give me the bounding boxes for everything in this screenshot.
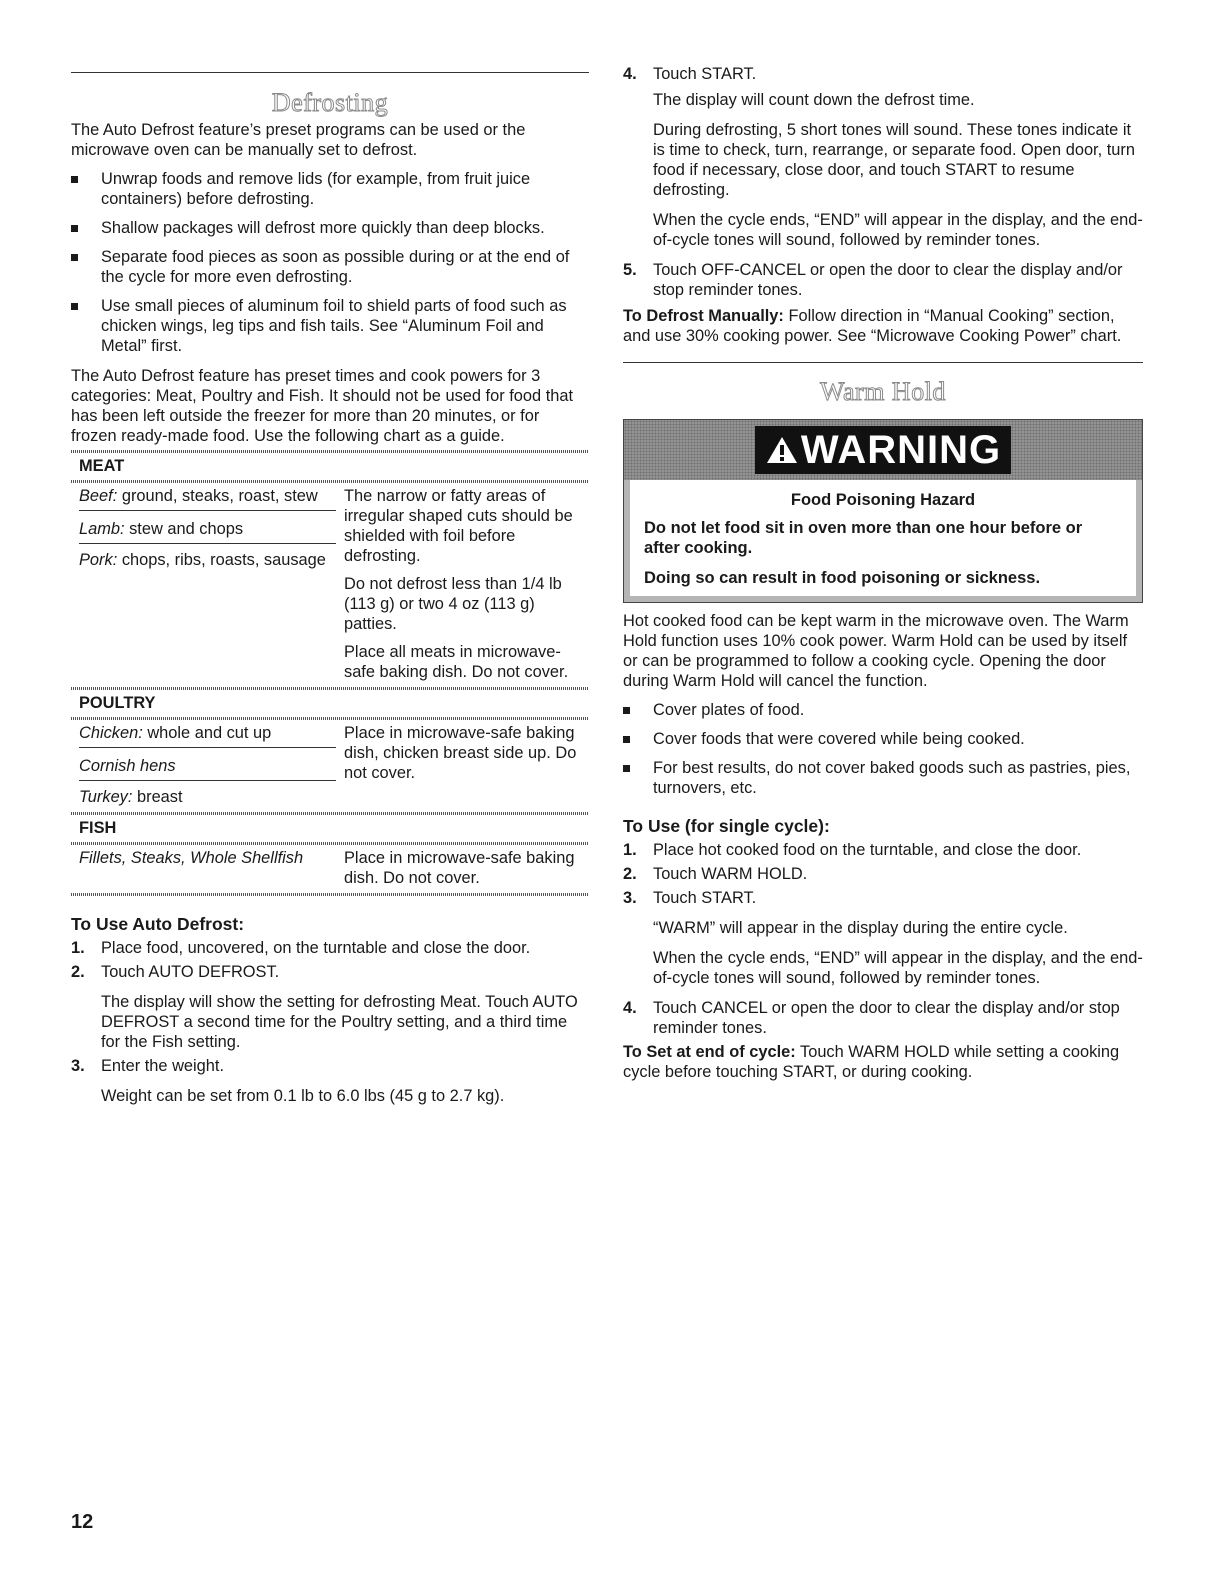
poultry-note: Place in microwave-safe baking dish, chicken breast side up. Do not cover. [344, 724, 577, 782]
fish-items: Fillets, Steaks, Whole Shellfish [79, 849, 304, 867]
beef-row: Beef: ground, steaks, roast, stew [79, 486, 336, 511]
defrosting-title: Defrosting [271, 88, 389, 117]
list-item: 3. Enter the weight. Weight can be set from 0.1 lb to 6.0 lbs (45 g to 2.7 kg). [71, 1057, 505, 1105]
meat-notes [344, 486, 581, 682]
page-number: 12 [71, 1511, 94, 1533]
warning-label: WARNING [755, 426, 1011, 474]
meat-header: MEAT [79, 457, 125, 475]
warning-triangle-icon [765, 435, 799, 465]
poultry-items [79, 723, 336, 807]
pork-row: Pork: chops, ribs, roasts, sausage [79, 551, 326, 569]
list-item: Cover plates of food. [623, 700, 1143, 720]
warm-hold-steps [623, 840, 1143, 1038]
warm-hold-intro: Hot cooked food can be kept warm in the microwave oven. The Warm Hold function uses 10% cook power. Warm Hold can be used by itself or can be programmed to follow a cooking cycle. Opening the door during Warm Hold will cancel the function. [623, 612, 1129, 690]
turkey-row: Turkey: breast [79, 788, 183, 806]
fish-note: Place in microwave-safe baking dish. Do not cover. [344, 849, 575, 887]
meat-note: The narrow or fatty areas of irregular shaped cuts should be shielded with foil before defrosting. [344, 487, 573, 565]
warm-hold-tips-list [623, 700, 1143, 798]
list-item: 1. Place hot cooked food on the turntable, and close the door. [623, 841, 1082, 859]
list-item: 4. Touch START. The display will count down the defrost time. During defrosting, 5 short tones will sound. These tones indicate it is time to check, turn, rearrange, or separate food. Open door, turn food if necessary, close door, and touch START to resume defrosting. When the cycle ends, “END” will appear in the display, and the end-of-cycle tones will sound, followed by reminder tones. [623, 65, 1143, 249]
list-item: 2. Touch WARM HOLD. [623, 865, 808, 883]
list-item: Separate food pieces as soon as possible during or at the end of the cycle for more even defrosting. [71, 247, 589, 287]
chart-intro: The Auto Defrost feature has preset times and cook powers for 3 categories: Meat, Poultry and Fish. It should not be used for food that has been left outside the freezer for more than 20 minutes, or for frozen ready-made food. Use the following chart as a guide. [71, 367, 574, 445]
defrost-manually: To Defrost Manually: Follow direction in “Manual Cooking” section, and use 30% cooking power. See “Microwave Cooking Power” chart. [623, 307, 1122, 345]
fish-rows [71, 845, 589, 893]
warm-hold-use-heading: To Use (for single cycle): [623, 816, 830, 836]
defrost-tips-list [71, 169, 589, 356]
left-column [71, 0, 589, 1106]
list-item: 1. Place food, uncovered, on the turntable and close the door. [71, 939, 531, 957]
warning-box [623, 419, 1143, 603]
list-item: 5. Touch OFF-CANCEL or open the door to clear the display and/or stop reminder tones. [623, 261, 1123, 299]
list-item: 2. Touch AUTO DEFROST. The display will show the setting for defrosting Meat. Touch AUTO DEFROST a second time for the Poultry setting, and a third time for the Fish setting. [71, 963, 578, 1051]
defrost-intro: The Auto Defrost feature’s preset programs can be used or the microwave oven can be manually set to defrost. [71, 121, 526, 159]
hazard-text: Doing so can result in food poisoning or sickness. [644, 569, 1041, 587]
poultry-header: POULTRY [79, 694, 156, 712]
meat-rows [71, 483, 589, 687]
section-divider [71, 72, 589, 73]
list-item: Use small pieces of aluminum foil to shield parts of food such as chicken wings, leg tips and fish tails. See “Aluminum Foil and Metal” first. [71, 296, 589, 356]
poultry-rows [71, 720, 589, 812]
list-item: Shallow packages will defrost more quickly than deep blocks. [71, 218, 589, 238]
list-item: 3. Touch START. “WARM” will appear in the display during the entire cycle. When the cycle ends, “END” will appear in the display, and the end-of-cycle tones will sound, followed by reminder tones. [623, 889, 1143, 987]
meat-note: Do not defrost less than 1/4 lb (113 g) or two 4 oz (113 g) patties. [344, 575, 562, 633]
cornish-row: Cornish hens [79, 752, 336, 781]
auto-defrost-steps [71, 938, 589, 1106]
lamb-row: Lamb: stew and chops [79, 515, 336, 544]
list-item: For best results, do not cover baked goods such as pastries, pies, turnovers, etc. [623, 758, 1143, 798]
chart-divider [71, 893, 589, 896]
auto-defrost-steps-continued [623, 64, 1143, 300]
warning-body [624, 480, 1142, 602]
fish-header: FISH [79, 819, 117, 837]
warm-hold-title: Warm Hold [820, 377, 946, 406]
list-item: Unwrap foods and remove lids (for example, from fruit juice containers) before defrosting. [71, 169, 589, 209]
list-item: 4. Touch CANCEL or open the door to clear the display and/or stop reminder tones. [623, 999, 1120, 1037]
meat-note: Place all meats in microwave-safe baking dish. Do not cover. [344, 643, 569, 681]
chicken-row: Chicken: whole and cut up [79, 723, 336, 748]
meat-items [79, 486, 336, 682]
defrost-chart [71, 450, 589, 896]
warning-banner [624, 420, 1142, 480]
auto-defrost-heading: To Use Auto Defrost: [71, 914, 245, 934]
section-divider [623, 362, 1143, 363]
set-end-of-cycle: To Set at end of cycle: Touch WARM HOLD while setting a cooking cycle before touching START, or during cooking. [623, 1043, 1120, 1081]
list-item: Cover foods that were covered while being cooked. [623, 729, 1143, 749]
hazard-title: Food Poisoning Hazard [790, 491, 976, 509]
hazard-text: Do not let food sit in oven more than one hour before or after cooking. [644, 519, 1083, 557]
right-column [623, 0, 1143, 1082]
